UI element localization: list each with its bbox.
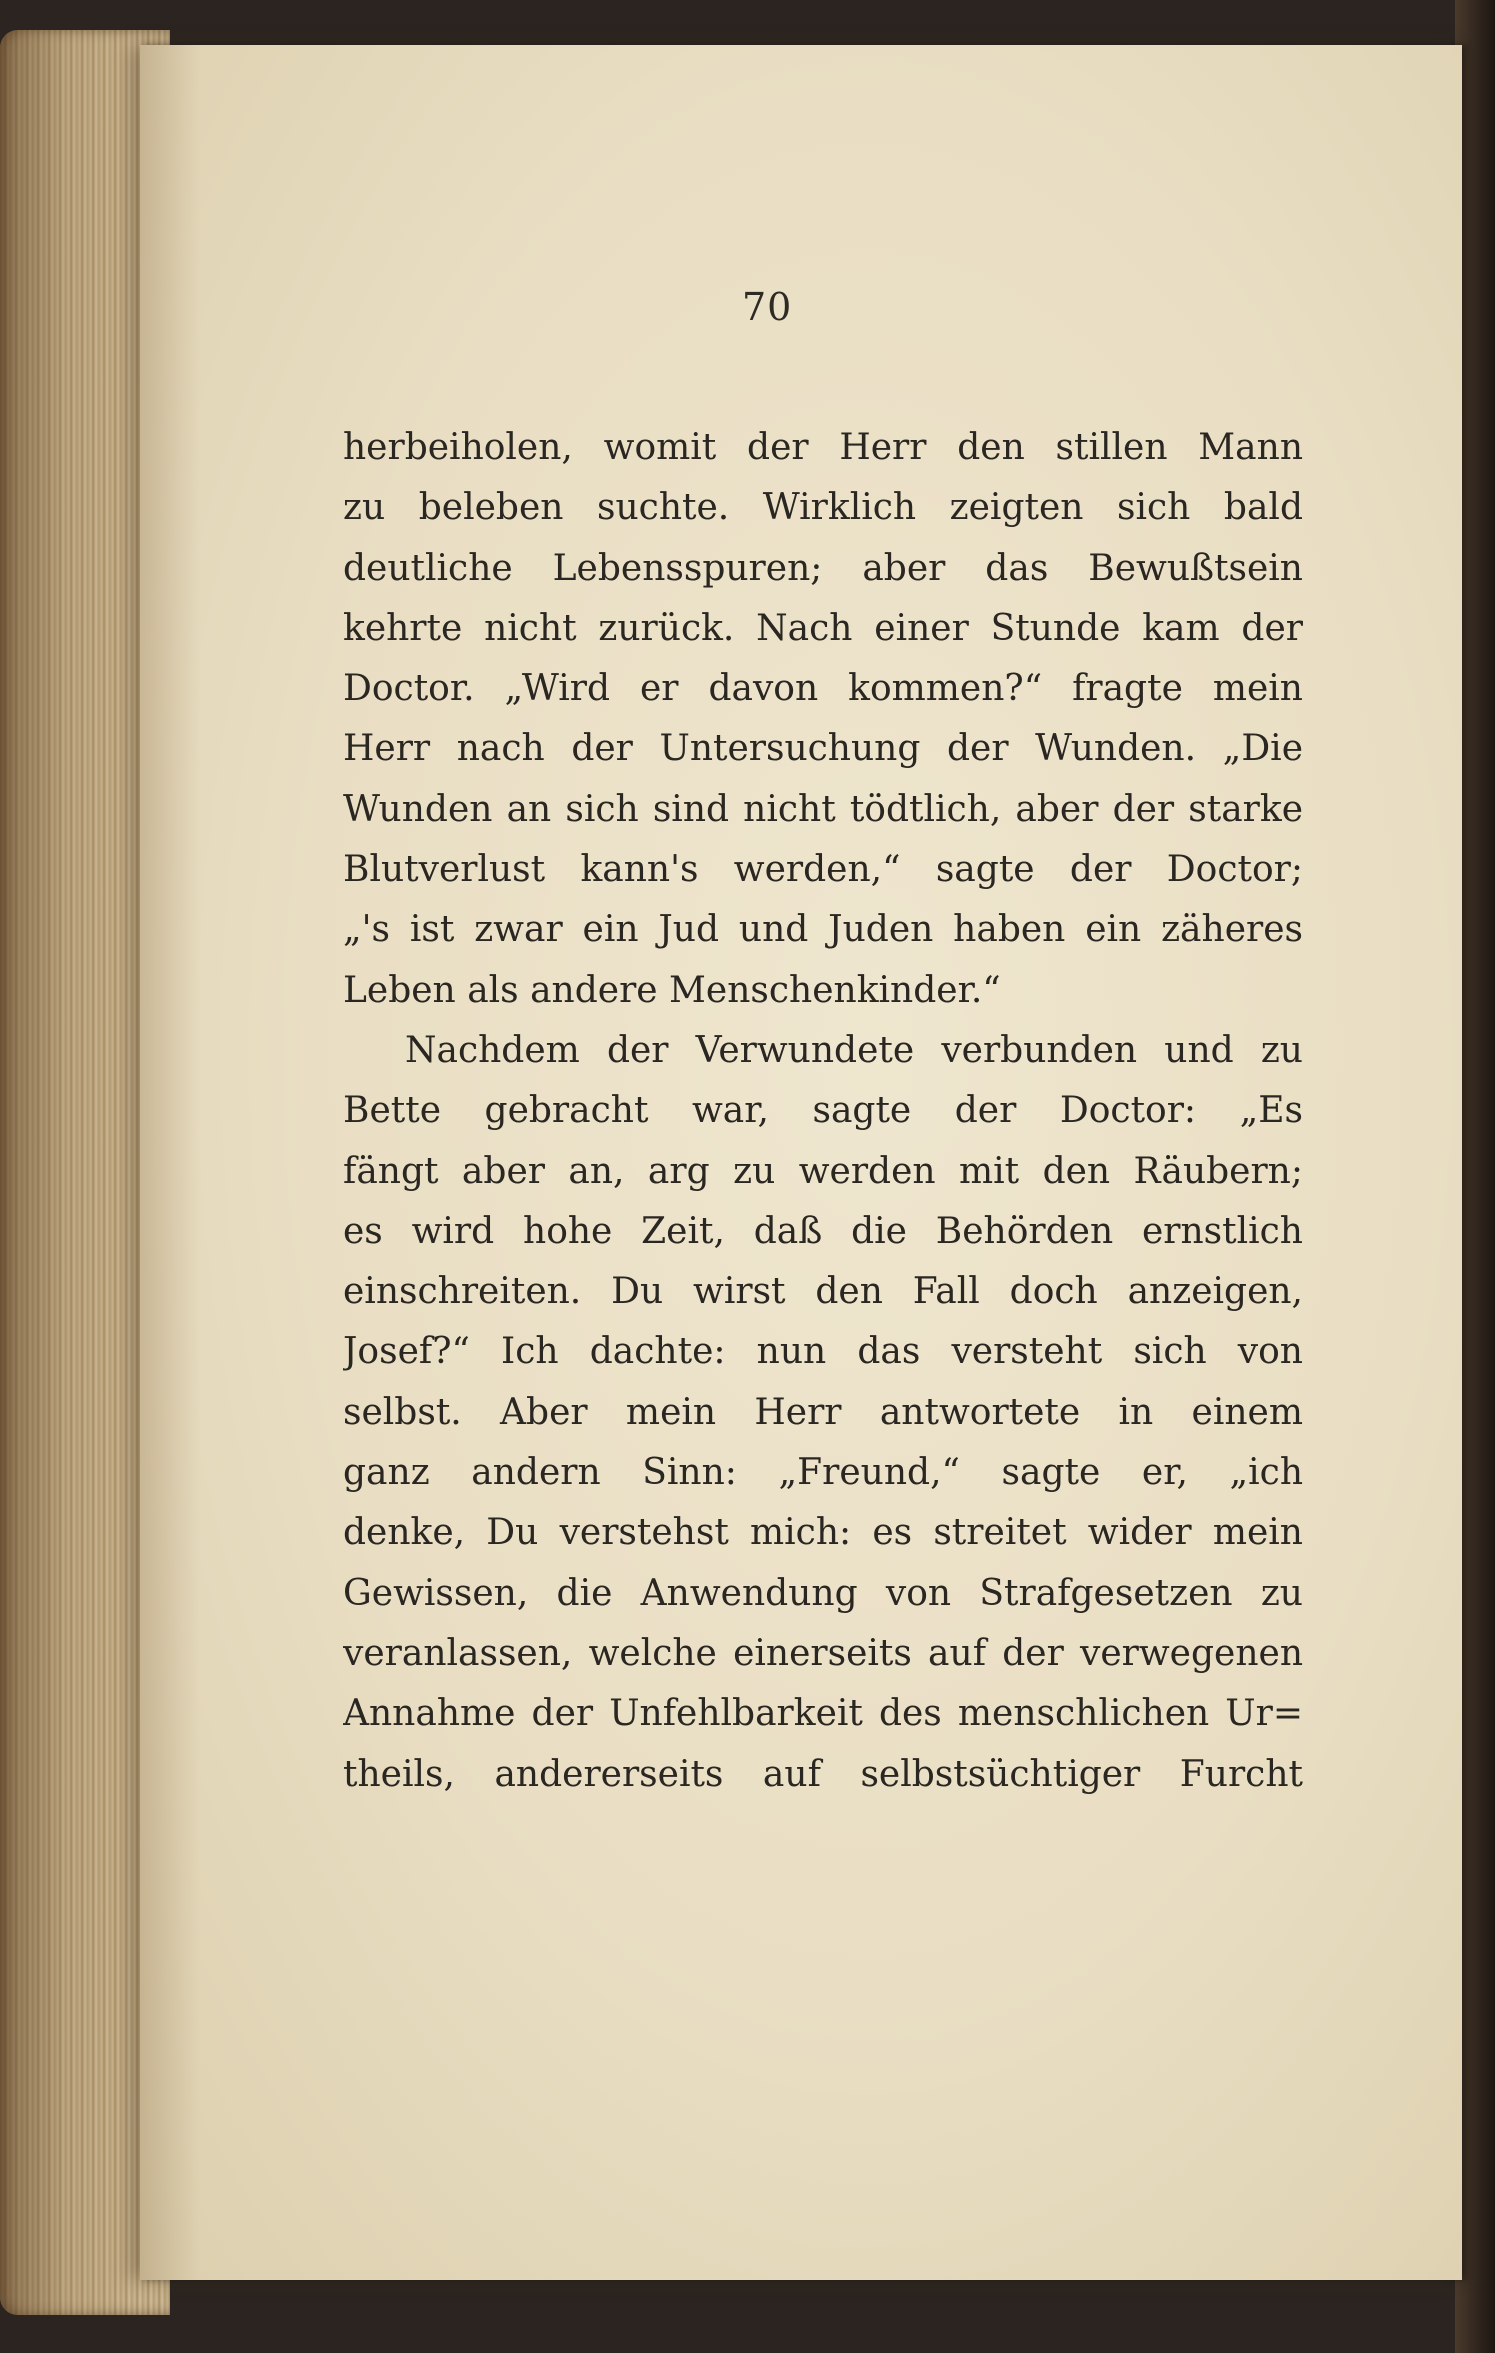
text-line: veranlassen, welche einerseits auf der verwegenen bbox=[343, 1632, 1303, 1674]
text-line: kehrte nicht zurück. Nach einer Stunde kam der bbox=[343, 607, 1303, 649]
text-line: Gewissen, die Anwendung von Strafgesetzen zu bbox=[343, 1572, 1303, 1614]
page-number: 70 bbox=[742, 285, 793, 329]
text-line: es wird hohe Zeit, daß die Behörden ernstlich bbox=[343, 1210, 1303, 1252]
text-line: ganz andern Sinn: „Freund,“ sagte er, „ich bbox=[343, 1452, 1303, 1494]
text-line: Annahme der Unfehlbarkeit des menschlichen Ur= bbox=[343, 1693, 1303, 1735]
text-line: Blutverlust kann's werden,“ sagte der Doctor; bbox=[343, 849, 1303, 891]
text-line: Herr nach der Untersuchung der Wunden. „Die bbox=[343, 728, 1303, 770]
text-line: denke, Du verstehst mich: es streitet wider mein bbox=[343, 1512, 1303, 1554]
text-line: Josef?“ Ich dachte: nun das versteht sich von bbox=[343, 1331, 1303, 1373]
text-line: einschreiten. Du wirst den Fall doch anzeigen, bbox=[343, 1271, 1303, 1313]
text-line: zu beleben suchte. Wirklich zeigten sich bald bbox=[343, 487, 1303, 529]
text-line: deutliche Lebensspuren; aber das Bewußtsein bbox=[343, 547, 1303, 589]
text-line: fängt aber an, arg zu werden mit den Räubern; bbox=[343, 1150, 1303, 1192]
text-line: Nachdem der Verwundete verbunden und zu bbox=[405, 1029, 1303, 1071]
text-line: Doctor. „Wird er davon kommen?“ fragte mein bbox=[343, 668, 1303, 710]
text-line: „'s ist zwar ein Jud und Juden haben ein zäheres bbox=[343, 909, 1303, 951]
text-line: selbst. Aber mein Herr antwortete in einem bbox=[343, 1391, 1303, 1433]
body-text bbox=[343, 418, 1303, 1805]
text-line: Wunden an sich sind nicht tödtlich, aber der starke bbox=[343, 788, 1303, 830]
text-line: theils, andererseits auf selbstsüchtiger Furcht bbox=[343, 1753, 1303, 1795]
text-line: herbeiholen, womit der Herr den stillen Mann bbox=[343, 427, 1303, 468]
text-line: Leben als andere Menschenkinder.“ bbox=[343, 969, 1001, 1011]
text-line: Bette gebracht war, sagte der Doctor: „Es bbox=[343, 1090, 1303, 1132]
